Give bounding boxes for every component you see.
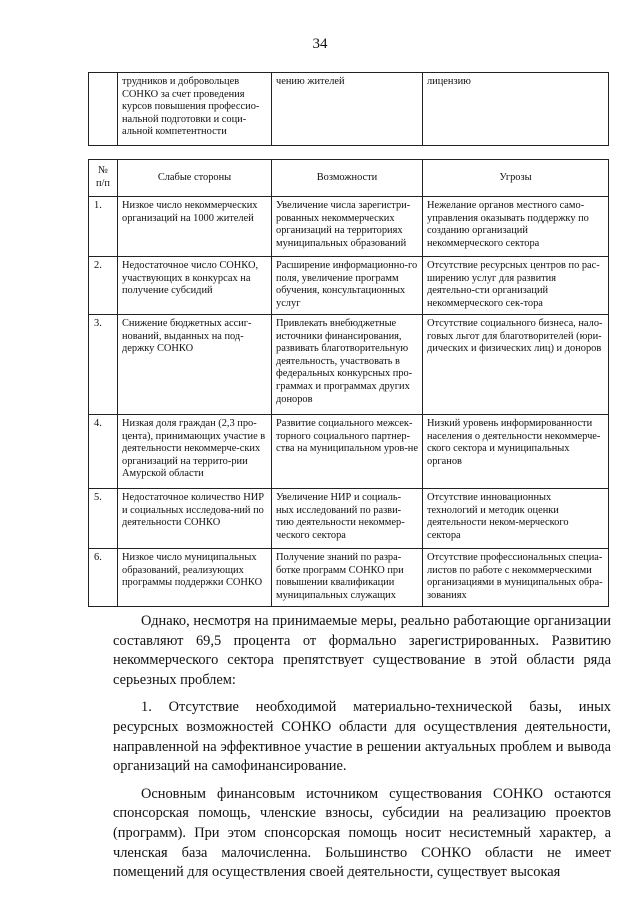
opportunity-cell: Привлекать внебюджетные источники финансирования, развивать благотворительную деятельность, участвовать в федеральных конкурсных про-граммах и программах других доноров — [272, 315, 423, 415]
opportunity-cell: Увеличение НИР и социаль-ных исследований по разви-тию деятельности некоммер-ческого сектора — [272, 489, 423, 549]
row-num: 5. — [89, 489, 118, 549]
weakness-cell: Низкое число муниципальных образований, реализующих программы поддержки СОНКО — [118, 549, 272, 607]
table-row — [89, 549, 609, 607]
row-num: 1. — [89, 197, 118, 257]
header-num: № п/п — [89, 160, 118, 197]
threat-cell: Низкий уровень информированности населения о деятельности некоммерче-ского сектора и муниципальных органов — [423, 415, 609, 489]
threat-cell: Отсутствие ресурсных центров по рас-ширению услуг для развития деятельно-сти организаций некоммерческого сек-тора — [423, 257, 609, 315]
table-cell: лицензию — [423, 73, 609, 146]
weakness-cell: Недостаточное число СОНКО, участвующих в конкурсах на получение субсидий — [118, 257, 272, 315]
weakness-cell: Снижение бюджетных ассиг-нований, выданных на под-держку СОНКО — [118, 315, 272, 415]
table-row — [89, 257, 609, 315]
table-row — [89, 489, 609, 549]
table-cell: чению жителей — [272, 73, 423, 146]
weakness-cell: Низкое число некоммерческих организаций на 1000 жителей — [118, 197, 272, 257]
paragraph: Основным финансовым источником существования СОНКО остаются спонсорская помощь, членские взносы, субсидии на реализацию проектов (программ). При этом спонсорская помощь носит несистемный характер, а членская база малочисленна. Большинство СОНКО области не имеет помещений для осуществления своей деятельности, существует высокая — [113, 785, 611, 881]
swot-table — [88, 159, 609, 607]
continuation-table — [88, 72, 609, 146]
page-number: 34 — [312, 36, 328, 52]
threat-cell: Нежелание органов местного само-управления оказывать поддержку по созданию организаций некоммерческого сектора — [423, 197, 609, 257]
row-num: 4. — [89, 415, 118, 489]
header-opportunities: Возможности — [272, 160, 423, 197]
threat-cell: Отсутствие инновационных технологий и методик оценки деятельности неком-мерческого сектора — [423, 489, 609, 549]
row-num: 6. — [89, 549, 118, 607]
table-cell-num — [89, 73, 118, 146]
table-header-row — [89, 160, 609, 197]
opportunity-cell: Увеличение числа зарегистри-рованных некоммерческих организаций на территориях муниципальных образований — [272, 197, 423, 257]
table-row — [89, 197, 609, 257]
threat-cell: Отсутствие социального бизнеса, нало-говых льгот для благотворителей (юри-дических и физических лиц) и доноров — [423, 315, 609, 415]
row-num: 2. — [89, 257, 118, 315]
paragraph: Однако, несмотря на принимаемые меры, реально работающие организации составляют 69,5 процента от формально зарегистрированных. Развитию некоммерческого сектора препятствует существование в этой области ряда серьезных проблем: — [113, 613, 611, 688]
table-row — [89, 415, 609, 489]
weakness-cell: Недостаточное количество НИР и социальных исследова-ний по деятельности СОНКО — [118, 489, 272, 549]
opportunity-cell: Получение знаний по разра-ботке программ СОНКО при повышении квалификации муниципальных служащих — [272, 549, 423, 607]
opportunity-cell: Развитие социального межсек-торного социального партнер-ства на муниципальном уров-не — [272, 415, 423, 489]
body-text — [113, 612, 611, 883]
header-weaknesses: Слабые стороны — [118, 160, 272, 197]
opportunity-cell: Расширение информационно-го поля, увеличение программ обучения, консультационных услуг — [272, 257, 423, 315]
paragraph: 1. Отсутствие необходимой материально-технической базы, иных ресурсных возможностей СОНКО области для осуществления деятельности, направленной на эффективное участие в решении актуальных проблем и вывода организаций на самофинансирование. — [113, 699, 611, 775]
table-row — [89, 315, 609, 415]
threat-cell: Отсутствие профессиональных специа-листов по работе с некоммерческими организациями в муниципальных обра-зованиях — [423, 549, 609, 607]
header-threats: Угрозы — [423, 160, 609, 197]
row-num: 3. — [89, 315, 118, 415]
table-row — [89, 73, 609, 146]
weakness-cell: Низкая доля граждан (2,3 про-цента), принимающих участие в деятельности некоммерче-ских организаций на террито-рии Амурской области — [118, 415, 272, 489]
table-cell: трудников и добровольцев СОНКО за счет проведения курсов повышения профессио-нальной подготовки и соци-альной компетентности — [118, 73, 272, 146]
